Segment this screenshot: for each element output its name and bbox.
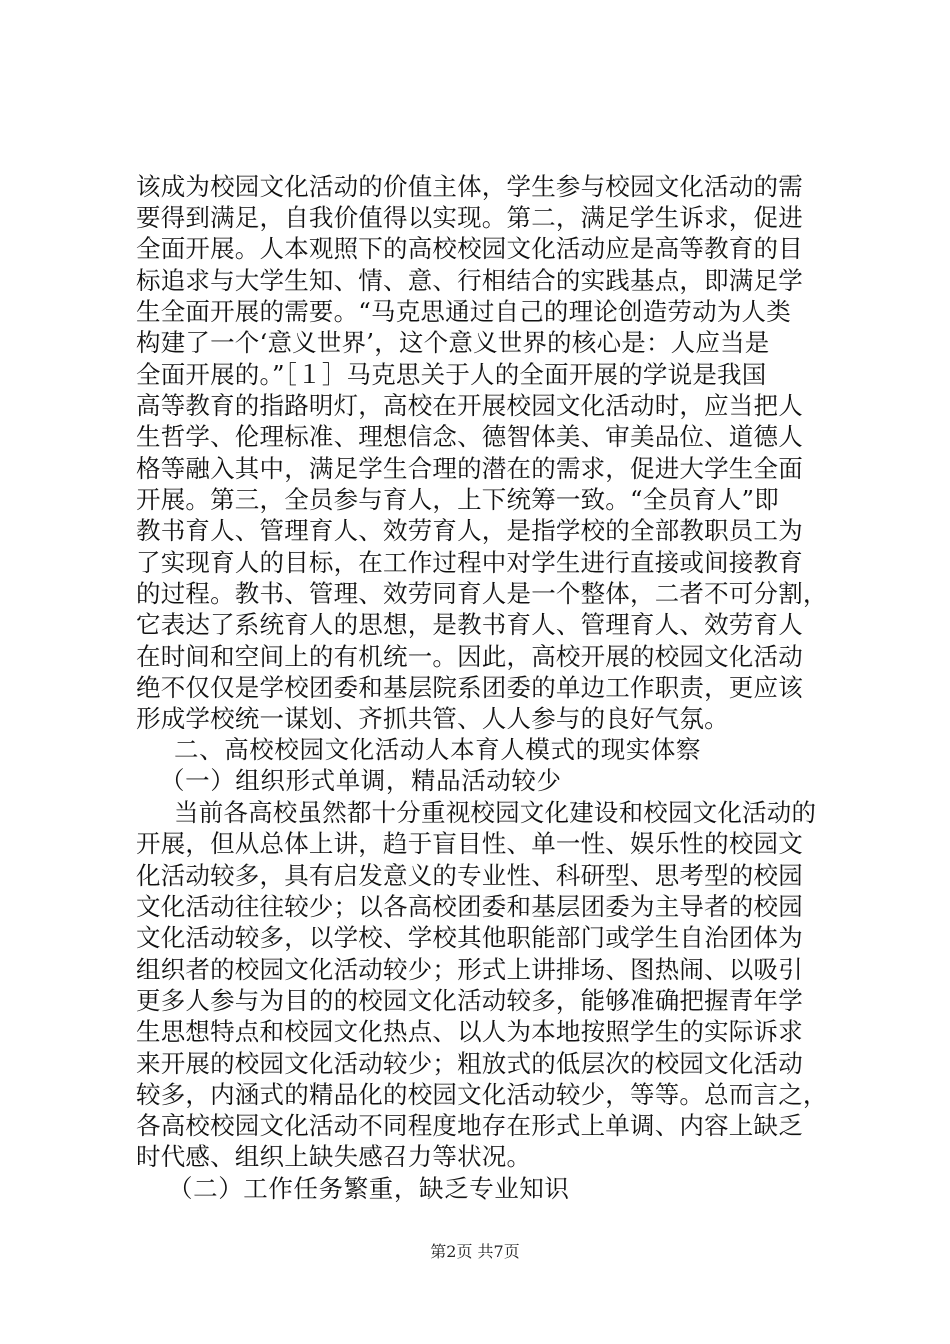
- body-line: 生全面开展的需要。“马克思通过自己的理论创造劳动为人类: [136, 297, 791, 326]
- body-line: 形成学校统一谋划、齐抓共管、人人参与的良好气氛。: [136, 704, 729, 733]
- body-line: 在时间和空间上的有机统一。因此，高校开展的校园文化活动: [136, 642, 803, 671]
- body-line: 绝不仅仅是学校团委和基层院系团委的单边工作职责，更应该: [136, 673, 803, 702]
- body-line: 较多，内涵式的精品化的校园文化活动较少，等等。总而言之，: [136, 1080, 828, 1109]
- subsection-heading: （二）工作任务繁重，缺乏专业知识: [168, 1174, 570, 1203]
- section-heading: 二、高校校园文化活动人本育人模式的现实体察: [174, 735, 702, 764]
- body-line: 时代感、组织上缺失感召力等状况。: [136, 1142, 532, 1171]
- body-line: 开展。第三，全员参与育人，上下统筹一致。“全员育人”即: [136, 485, 779, 514]
- body-line: 生思想特点和校园文化热点、以人为本地按照学生的实际诉求: [136, 1017, 803, 1046]
- body-line: 该成为校园文化活动的价值主体，学生参与校园文化活动的需: [136, 172, 803, 201]
- body-line: 组织者的校园文化活动较少；形式上讲排场、图热闹、以吸引: [136, 955, 803, 984]
- body-line: 来开展的校园文化活动较少；粗放式的低层次的校园文化活动: [136, 1049, 803, 1078]
- body-line: 文化活动往往较少；以各高校团委和基层团委为主导者的校园: [136, 892, 803, 921]
- body-line: 标追求与大学生知、情、意、行相结合的实践基点，即满足学: [136, 266, 803, 295]
- body-line: 化活动较多，具有启发意义的专业性、科研型、思考型的校园: [136, 861, 803, 890]
- body-line: 高等教育的指路明灯，高校在开展校园文化活动时，应当把人: [136, 391, 803, 420]
- body-line: 它表达了系统育人的思想，是教书育人、管理育人、效劳育人: [136, 610, 803, 639]
- body-line: 格等融入其中，满足学生合理的潜在的需求，促进大学生全面: [136, 454, 803, 483]
- body-line: 生哲学、伦理标准、理想信念、德智体美、审美品位、道德人: [136, 422, 803, 451]
- body-line: 文化活动较多，以学校、学校其他职能部门或学生自治团体为: [136, 923, 803, 952]
- body-line: 各高校校园文化活动不同程度地存在形式上单调、内容上缺乏: [136, 1111, 803, 1140]
- body-line: 的过程。教书、管理、效劳同育人是一个整体，二者不可分割，: [136, 579, 828, 608]
- body-line: 全面开展。人本观照下的高校校园文化活动应是高等教育的目: [136, 234, 803, 263]
- subsection-heading: （一）组织形式单调，精品活动较少: [160, 766, 562, 795]
- body-line: 了实现育人的目标，在工作过程中对学生进行直接或间接教育: [136, 548, 803, 577]
- body-line: 当前各高校虽然都十分重视校园文化建设和校园文化活动的: [174, 798, 817, 827]
- body-line: 构建了一个‘意义世界’，这个意义世界的核心是：人应当是: [136, 328, 770, 357]
- body-line: 教书育人、管理育人、效劳育人，是指学校的全部教职员工为: [136, 516, 803, 545]
- body-line: 要得到满足，自我价值得以实现。第二，满足学生诉求，促进: [136, 203, 803, 232]
- page-number: 第2页 共7页: [430, 1242, 520, 1261]
- body-line: 全面开展的。”［１］马克思关于人的全面开展的学说是我国: [136, 360, 767, 389]
- body-line: 更多人参与为目的的校园文化活动较多，能够准确把握青年学: [136, 986, 803, 1015]
- body-line: 开展，但从总体上讲，趋于盲目性、单一性、娱乐性的校园文: [136, 829, 803, 858]
